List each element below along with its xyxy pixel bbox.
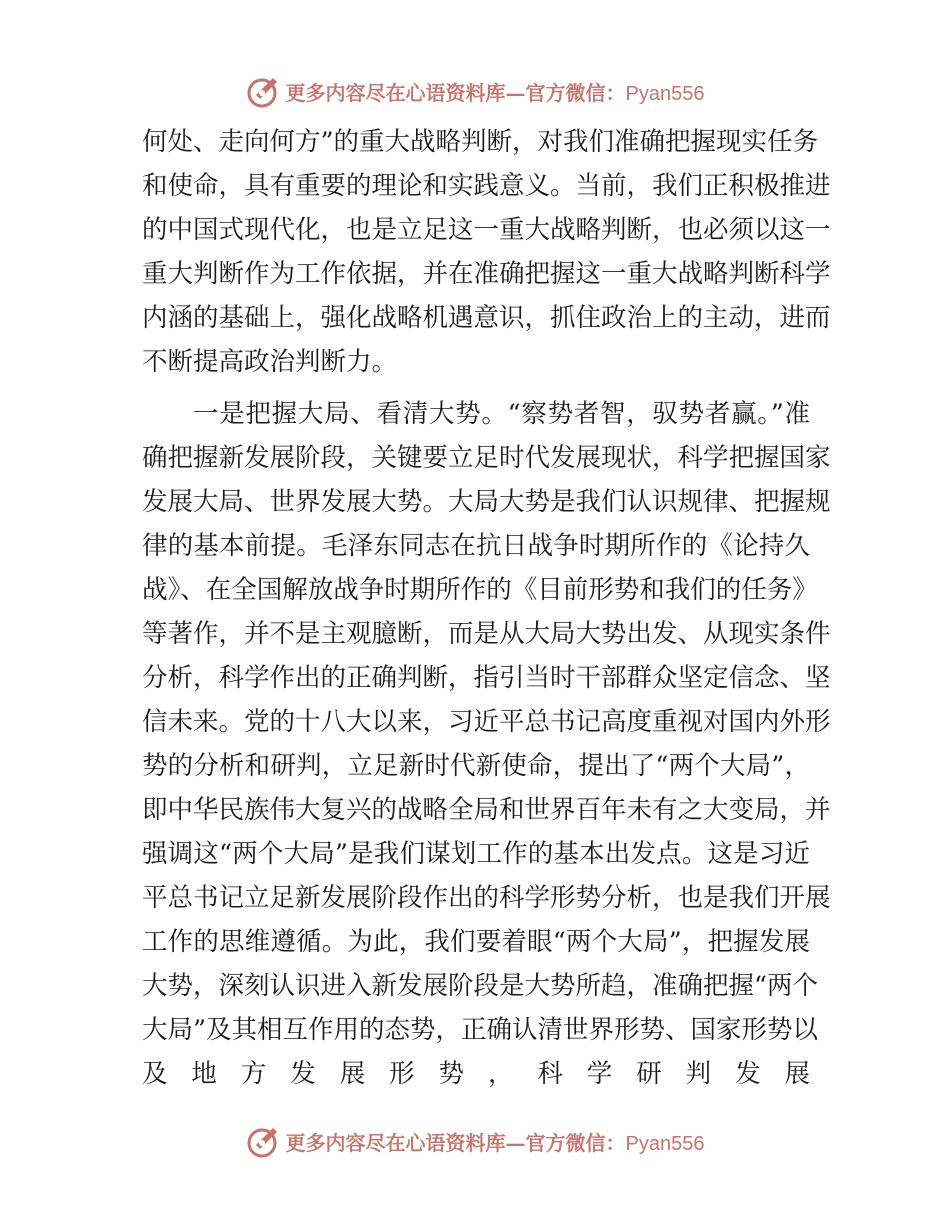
text-line: 一是把握大局、看清大势。“察势者智，驭势者赢。”准 xyxy=(193,399,810,429)
footer-banner-text: 更多内容尽在心语资料库—官方微信： xyxy=(285,1130,626,1155)
text-line: 的中国式现代化，也是立足这一重大战略判断，也必须以这一 xyxy=(142,215,831,245)
quill-logo-icon xyxy=(246,73,282,109)
text-line: 战》、在全国解放战争时期所作的《目前形势和我们的任务》 xyxy=(142,575,818,605)
header-wechat-id: Pyan556 xyxy=(625,82,705,105)
text-line: 及地方发展形势，科学研判发展 xyxy=(142,1059,810,1089)
document-body xyxy=(142,120,831,1096)
text-line: 等著作，并不是主观臆断，而是从大局大势出发、从现实条件 xyxy=(142,619,831,649)
text-line: 工作的思维遵循。为此，我们要着眼“两个大局”，把握发展 xyxy=(142,927,810,957)
text-line: 势的分析和研判，立足新时代新使命，提出了“两个大局”， xyxy=(142,751,810,781)
text-line: 平总书记立足新发展阶段作出的科学形势分析，也是我们开展 xyxy=(142,883,831,913)
paragraph-1 xyxy=(142,120,831,384)
text-line: 不断提高政治判断力。 xyxy=(142,347,398,377)
header-banner-text: 更多内容尽在心语资料库—官方微信： xyxy=(285,80,626,105)
text-line: 和使命，具有重要的理论和实践意义。当前，我们正积极推进 xyxy=(142,171,831,201)
text-line: 发展大局、世界发展大势。大局大势是我们认识规律、把握规 xyxy=(142,487,831,517)
text-line: 即中华民族伟大复兴的战略全局和世界百年未有之大变局，并 xyxy=(142,795,831,825)
text-line: 分析，科学作出的正确判断，指引当时干部群众坚定信念、坚 xyxy=(142,663,831,693)
text-line: 大局”及其相互作用的态势，正确认清世界形势、国家形势以 xyxy=(142,1015,819,1045)
text-line: 强调这“两个大局”是我们谋划工作的基本出发点。这是习近 xyxy=(142,839,810,869)
footer-banner xyxy=(0,1121,950,1161)
paragraph-2 xyxy=(142,392,831,1096)
text-line: 确把握新发展阶段，关键要立足时代发展现状，科学把握国家 xyxy=(142,443,831,473)
text-line: 信未来。党的十八大以来，习近平总书记高度重视对国内外形 xyxy=(142,707,831,737)
text-line: 重大判断作为工作依据，并在准确把握这一重大战略判断科学 xyxy=(142,259,831,289)
text-line: 内涵的基础上，强化战略机遇意识，抓住政治上的主动，进而 xyxy=(142,303,831,333)
quill-logo-icon xyxy=(246,1123,282,1159)
text-line: 何处、走向何方”的重大战略判断，对我们准确把握现实任务 xyxy=(142,127,819,157)
text-line: 律的基本前提。毛泽东同志在抗日战争时期所作的《论持久 xyxy=(142,531,810,561)
footer-wechat-id: Pyan556 xyxy=(625,1132,705,1155)
text-line: 大势，深刻认识进入新发展阶段是大势所趋，准确把握“两个 xyxy=(142,971,819,1001)
header-banner xyxy=(0,71,950,111)
